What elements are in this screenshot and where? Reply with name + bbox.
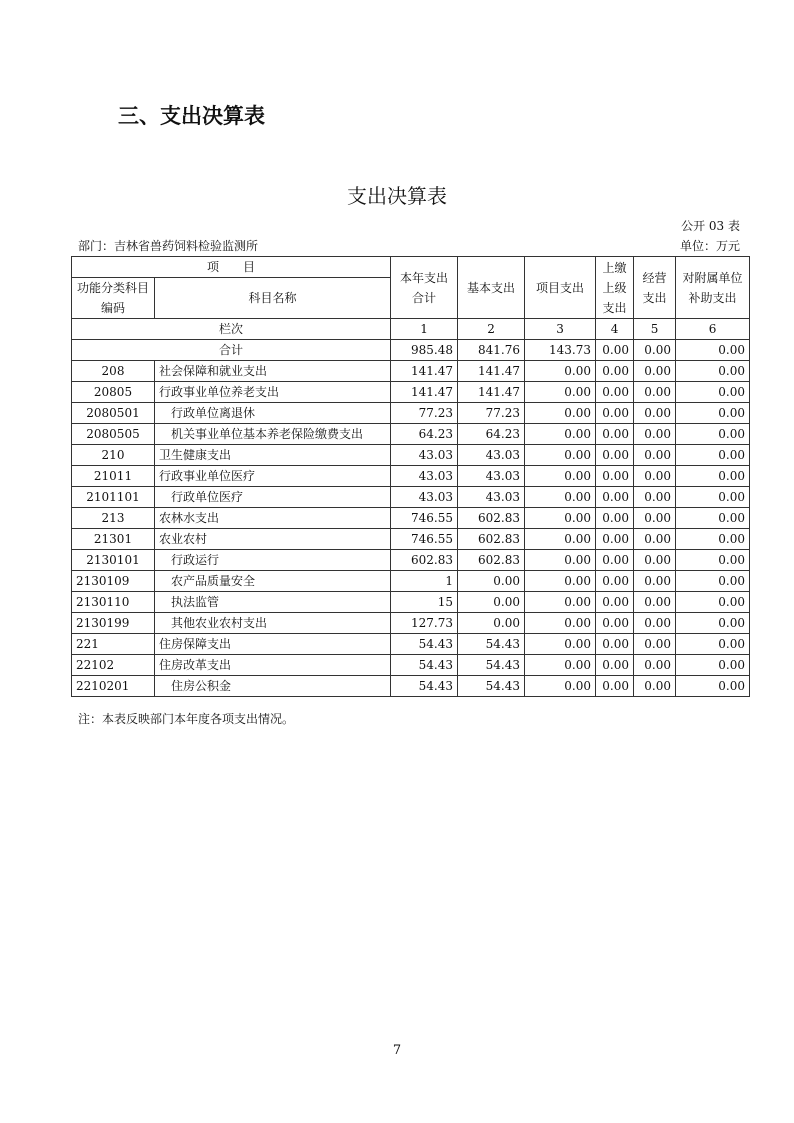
subject-code: 221 <box>72 634 155 655</box>
amount-business: 0.00 <box>634 382 676 403</box>
amount-total: 43.03 <box>391 466 458 487</box>
table-title: 支出决算表 <box>347 184 447 208</box>
amount-subsidy: 0.00 <box>676 508 750 529</box>
total-row <box>72 340 750 361</box>
amount-upper: 0.00 <box>596 571 634 592</box>
amount-business: 0.00 <box>634 361 676 382</box>
amount-subsidy: 0.00 <box>676 466 750 487</box>
table-row <box>72 508 750 529</box>
amount-basic: 43.03 <box>458 466 525 487</box>
amount-total: 64.23 <box>391 424 458 445</box>
subject-name: 行政事业单位医疗 <box>155 466 391 487</box>
amount-business: 0.00 <box>634 634 676 655</box>
amount-subsidy: 0.00 <box>676 550 750 571</box>
page-number: 7 <box>392 1043 402 1058</box>
amount-subsidy: 0.00 <box>676 529 750 550</box>
amount-business: 0.00 <box>634 424 676 445</box>
header-col-1: 1 <box>391 319 458 340</box>
amount-basic: 602.83 <box>458 550 525 571</box>
amount-business: 0.00 <box>634 487 676 508</box>
amount-project: 0.00 <box>525 550 596 571</box>
amount-total: 602.83 <box>391 550 458 571</box>
amount-subsidy: 0.00 <box>676 361 750 382</box>
table-row <box>72 655 750 676</box>
header-project: 项 目 <box>72 257 391 278</box>
amount-basic: 54.43 <box>458 634 525 655</box>
amount-total: 43.03 <box>391 445 458 466</box>
subject-name: 行政单位离退休 <box>155 403 391 424</box>
table-row <box>72 403 750 424</box>
subject-name: 机关事业单位基本养老保险缴费支出 <box>155 424 391 445</box>
header-total: 本年支出合计 <box>391 257 458 319</box>
amount-business: 0.00 <box>634 676 676 697</box>
header-func-code: 功能分类科目编码 <box>72 278 155 319</box>
amount-upper: 0.00 <box>596 445 634 466</box>
subject-code: 2101101 <box>72 487 155 508</box>
amount-subsidy: 0.00 <box>676 424 750 445</box>
amount-project: 0.00 <box>525 382 596 403</box>
subject-code: 20805 <box>72 382 155 403</box>
table-note: 注：本表反映部门本年度各项支出情况。 <box>78 712 295 726</box>
amount-business: 0.00 <box>634 445 676 466</box>
subject-code: 208 <box>72 361 155 382</box>
amount-basic: 77.23 <box>458 403 525 424</box>
amount-total: 54.43 <box>391 655 458 676</box>
subject-name: 住房保障支出 <box>155 634 391 655</box>
table-row <box>72 676 750 697</box>
total-amount: 985.48 <box>391 340 458 361</box>
amount-upper: 0.00 <box>596 361 634 382</box>
amount-project: 0.00 <box>525 592 596 613</box>
amount-upper: 0.00 <box>596 634 634 655</box>
amount-subsidy: 0.00 <box>676 592 750 613</box>
amount-basic: 54.43 <box>458 676 525 697</box>
form-number: 公开 03 表 <box>681 219 740 233</box>
amount-upper: 0.00 <box>596 592 634 613</box>
amount-business: 0.00 <box>634 613 676 634</box>
amount-subsidy: 0.00 <box>676 487 750 508</box>
amount-total: 15 <box>391 592 458 613</box>
amount-subsidy: 0.00 <box>676 403 750 424</box>
amount-business: 0.00 <box>634 529 676 550</box>
table-row <box>72 634 750 655</box>
amount-project: 0.00 <box>525 403 596 424</box>
subject-code: 2080501 <box>72 403 155 424</box>
subject-name: 农业农村 <box>155 529 391 550</box>
amount-upper: 0.00 <box>596 550 634 571</box>
amount-upper: 0.00 <box>596 508 634 529</box>
amount-total: 54.43 <box>391 634 458 655</box>
amount-subsidy: 0.00 <box>676 676 750 697</box>
subject-name: 行政运行 <box>155 550 391 571</box>
amount-total: 54.43 <box>391 676 458 697</box>
amount-project: 0.00 <box>525 613 596 634</box>
header-col-3: 3 <box>525 319 596 340</box>
subject-name: 卫生健康支出 <box>155 445 391 466</box>
amount-subsidy: 0.00 <box>676 655 750 676</box>
amount-subsidy: 0.00 <box>676 571 750 592</box>
amount-upper: 0.00 <box>596 466 634 487</box>
amount-subsidy: 0.00 <box>676 613 750 634</box>
header-col-5: 5 <box>634 319 676 340</box>
subject-code: 21301 <box>72 529 155 550</box>
amount-total: 746.55 <box>391 508 458 529</box>
amount-project: 0.00 <box>525 424 596 445</box>
subject-code: 2210201 <box>72 676 155 697</box>
amount-business: 0.00 <box>634 592 676 613</box>
total-subsidy: 0.00 <box>676 340 750 361</box>
header-row-label: 栏次 <box>72 319 391 340</box>
amount-basic: 43.03 <box>458 487 525 508</box>
subject-name: 农产品质量安全 <box>155 571 391 592</box>
amount-project: 0.00 <box>525 508 596 529</box>
amount-total: 127.73 <box>391 613 458 634</box>
total-business: 0.00 <box>634 340 676 361</box>
amount-basic: 141.47 <box>458 382 525 403</box>
header-col-2: 2 <box>458 319 525 340</box>
header-subsidy: 对附属单位补助支出 <box>676 257 750 319</box>
subject-code: 22102 <box>72 655 155 676</box>
amount-business: 0.00 <box>634 571 676 592</box>
table-row <box>72 424 750 445</box>
subject-code: 21011 <box>72 466 155 487</box>
subject-code: 2130199 <box>72 613 155 634</box>
amount-business: 0.00 <box>634 508 676 529</box>
amount-project: 0.00 <box>525 571 596 592</box>
amount-project: 0.00 <box>525 487 596 508</box>
table-row <box>72 613 750 634</box>
amount-business: 0.00 <box>634 655 676 676</box>
table-row <box>72 571 750 592</box>
amount-upper: 0.00 <box>596 382 634 403</box>
subject-name: 住房公积金 <box>155 676 391 697</box>
amount-upper: 0.00 <box>596 487 634 508</box>
table-row <box>72 529 750 550</box>
amount-upper: 0.00 <box>596 529 634 550</box>
amount-subsidy: 0.00 <box>676 382 750 403</box>
header-col-4: 4 <box>596 319 634 340</box>
header-business: 经营支出 <box>634 257 676 319</box>
table-row <box>72 445 750 466</box>
amount-project: 0.00 <box>525 445 596 466</box>
subject-name: 其他农业农村支出 <box>155 613 391 634</box>
subject-code: 2130110 <box>72 592 155 613</box>
total-upper: 0.00 <box>596 340 634 361</box>
amount-basic: 0.00 <box>458 613 525 634</box>
amount-project: 0.00 <box>525 655 596 676</box>
amount-project: 0.00 <box>525 361 596 382</box>
header-subject-name: 科目名称 <box>155 278 391 319</box>
amount-basic: 54.43 <box>458 655 525 676</box>
subject-code: 2080505 <box>72 424 155 445</box>
table-row <box>72 382 750 403</box>
subject-name: 行政单位医疗 <box>155 487 391 508</box>
amount-project: 0.00 <box>525 634 596 655</box>
amount-total: 141.47 <box>391 361 458 382</box>
amount-total: 746.55 <box>391 529 458 550</box>
header-upper: 上缴上级支出 <box>596 257 634 319</box>
amount-upper: 0.00 <box>596 424 634 445</box>
department-label: 部门：吉林省兽药饲料检验监测所 <box>78 239 259 253</box>
header-project-expense: 项目支出 <box>525 257 596 319</box>
amount-subsidy: 0.00 <box>676 634 750 655</box>
amount-basic: 141.47 <box>458 361 525 382</box>
amount-business: 0.00 <box>634 403 676 424</box>
table-row <box>72 487 750 508</box>
subject-code: 2130101 <box>72 550 155 571</box>
table-row <box>72 466 750 487</box>
amount-basic: 0.00 <box>458 592 525 613</box>
amount-basic: 602.83 <box>458 508 525 529</box>
amount-basic: 602.83 <box>458 529 525 550</box>
subject-name: 住房改革支出 <box>155 655 391 676</box>
amount-business: 0.00 <box>634 550 676 571</box>
subject-name: 行政事业单位养老支出 <box>155 382 391 403</box>
amount-business: 0.00 <box>634 466 676 487</box>
subject-code: 213 <box>72 508 155 529</box>
subject-name: 社会保障和就业支出 <box>155 361 391 382</box>
amount-total: 1 <box>391 571 458 592</box>
amount-upper: 0.00 <box>596 613 634 634</box>
header-col-6: 6 <box>676 319 750 340</box>
table-row <box>72 550 750 571</box>
header-basic: 基本支出 <box>458 257 525 319</box>
amount-basic: 43.03 <box>458 445 525 466</box>
section-heading: 三、支出决算表 <box>118 104 265 128</box>
amount-project: 0.00 <box>525 466 596 487</box>
amount-subsidy: 0.00 <box>676 445 750 466</box>
table-row <box>72 361 750 382</box>
subject-code: 210 <box>72 445 155 466</box>
amount-basic: 0.00 <box>458 571 525 592</box>
amount-upper: 0.00 <box>596 403 634 424</box>
amount-upper: 0.00 <box>596 676 634 697</box>
total-label: 合计 <box>72 340 391 361</box>
subject-code: 2130109 <box>72 571 155 592</box>
amount-upper: 0.00 <box>596 655 634 676</box>
total-basic: 841.76 <box>458 340 525 361</box>
amount-total: 141.47 <box>391 382 458 403</box>
amount-project: 0.00 <box>525 529 596 550</box>
total-project: 143.73 <box>525 340 596 361</box>
amount-total: 77.23 <box>391 403 458 424</box>
subject-name: 执法监管 <box>155 592 391 613</box>
table-row <box>72 592 750 613</box>
amount-total: 43.03 <box>391 487 458 508</box>
amount-basic: 64.23 <box>458 424 525 445</box>
amount-project: 0.00 <box>525 676 596 697</box>
expense-table <box>71 256 750 697</box>
subject-name: 农林水支出 <box>155 508 391 529</box>
unit-label: 单位：万元 <box>679 239 740 253</box>
